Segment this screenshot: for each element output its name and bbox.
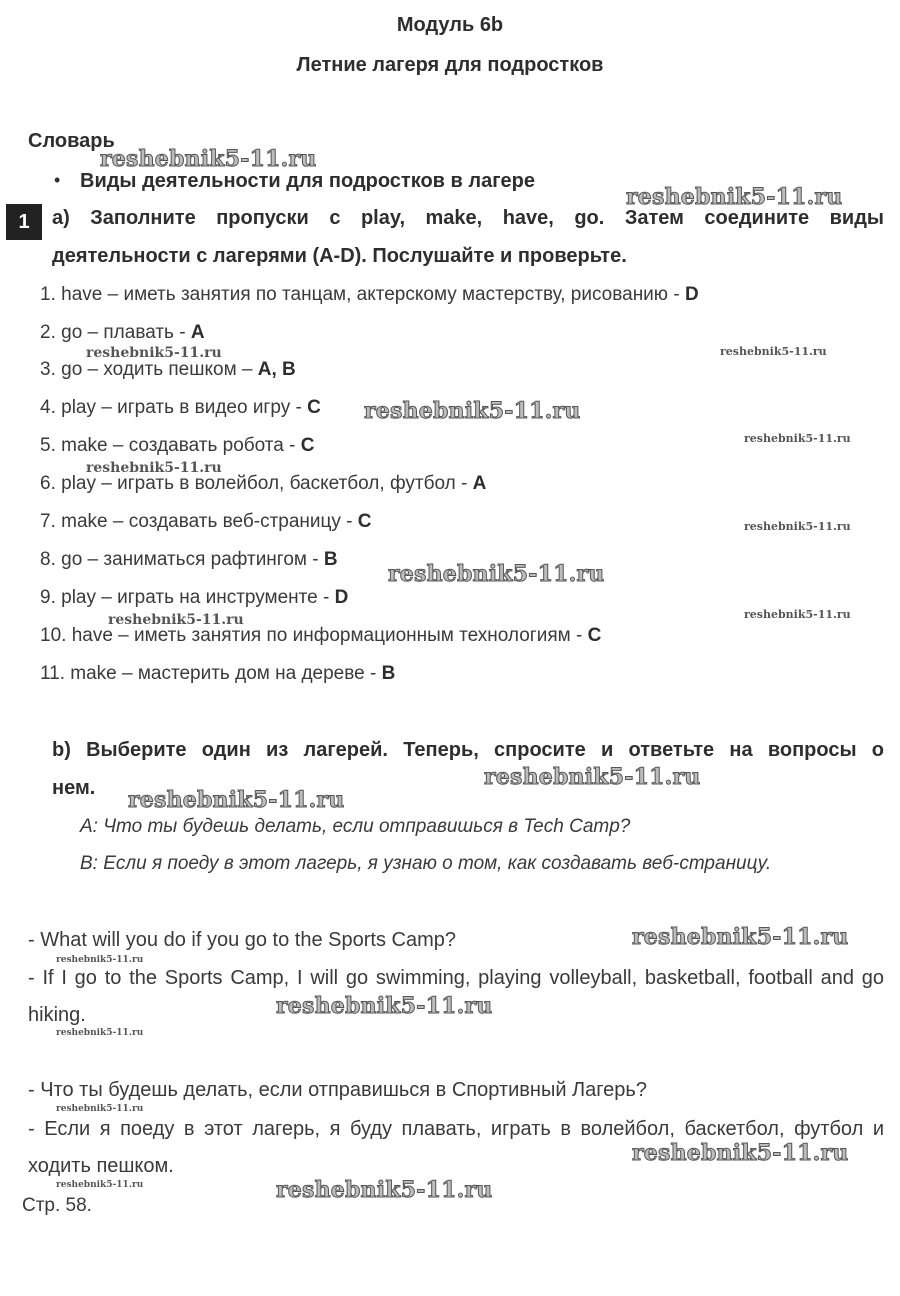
item-answer: C (357, 511, 372, 532)
item-answer: B (381, 663, 396, 684)
item-answer: B (323, 549, 338, 570)
item-answer: C (307, 397, 321, 418)
task-b-line-1: b) Выберите один из лагерей. Теперь, спросите и ответьте на вопросы о (52, 739, 884, 761)
item-text: 8. go – заниматься рафтингом - (40, 549, 324, 570)
item-answer: D (684, 284, 699, 305)
item-text: 11. make – мастерить дом на дереве - (40, 663, 382, 684)
watermark-text: reshebnik5-11.ru (100, 146, 317, 172)
list-item (40, 587, 348, 609)
item-answer: A (472, 473, 487, 494)
item-text: 4. play – играть в видео игру - (40, 397, 308, 418)
answer-ru-question: - Что ты будешь делать, если отправишься в Спортивный Лагерь? (28, 1079, 647, 1101)
watermark-text: reshebnik5-11.ru (56, 1028, 144, 1038)
answer-en-answer: - If I go to the Sports Camp, I will go swimming, playing volleyball, basketball, football and go hiking. (28, 967, 884, 1026)
item-text: 5. make – создавать робота - (40, 435, 301, 456)
list-item (40, 473, 486, 495)
item-text: 1. have – иметь занятия по танцам, актерскому мастерству, рисованию - (40, 284, 685, 305)
watermark-text: reshebnik5-11.ru (56, 1180, 144, 1190)
watermark-text: reshebnik5-11.ru (720, 345, 827, 358)
watermark-text: reshebnik5-11.ru (108, 612, 244, 628)
list-item (40, 625, 601, 647)
module-title: Модуль 6b (396, 14, 504, 36)
watermark-text: reshebnik5-11.ru (276, 993, 493, 1019)
task-a-line-2: деятельности с лагерями (A-D). Послушайте и проверьте. (52, 245, 627, 267)
watermark-text: reshebnik5-11.ru (364, 398, 581, 424)
item-text: 2. go – плавать - (40, 322, 191, 343)
answer-ru-answer: - Если я поеду в этот лагерь, я буду плавать, играть в волейбол, баскетбол, футбол и ходить пешком. (28, 1118, 884, 1177)
watermark-text: reshebnik5-11.ru (484, 764, 701, 790)
task-a-line-1: а) Заполните пропуски с play, make, have, go. Затем соедините виды (52, 207, 884, 229)
watermark-text: reshebnik5-11.ru (56, 955, 144, 965)
watermark-text: reshebnik5-11.ru (744, 520, 851, 533)
watermark-text: reshebnik5-11.ru (388, 561, 605, 587)
dialog-line-b: B: Если я поеду в этот лагерь, я узнаю о том, как создавать веб-страницу. (80, 853, 772, 874)
item-text: 3. go – ходить пешком – (40, 359, 258, 380)
list-item (40, 284, 699, 306)
watermark-text: reshebnik5-11.ru (128, 787, 345, 813)
item-answer: C (587, 625, 602, 646)
list-item (40, 549, 338, 571)
watermark-text: reshebnik5-11.ru (632, 1140, 849, 1166)
page-number: Стр. 58. (22, 1195, 92, 1216)
list-item (40, 435, 314, 457)
item-text: 9. play – играть на инструменте - (40, 587, 335, 608)
task-b-line-2: нем. (52, 777, 96, 799)
watermark-text: reshebnik5-11.ru (626, 184, 843, 210)
list-item (40, 663, 395, 685)
task-number-badge: 1 (6, 204, 42, 240)
item-answer: D (334, 587, 349, 608)
watermark-text: reshebnik5-11.ru (86, 345, 222, 361)
item-text: 6. play – играть в волейбол, баскетбол, футбол - (40, 473, 473, 494)
item-answer: C (300, 435, 315, 456)
item-answer: A (190, 322, 205, 343)
watermark-text: reshebnik5-11.ru (56, 1104, 144, 1114)
watermark-text: reshebnik5-11.ru (276, 1177, 493, 1203)
vocab-bullet-text: Виды деятельности для подростков в лагере (80, 170, 536, 192)
watermark-text: reshebnik5-11.ru (86, 460, 222, 476)
list-item (40, 511, 372, 533)
watermark-text: reshebnik5-11.ru (632, 924, 849, 950)
task-a-instruction (52, 199, 884, 275)
list-item (40, 359, 296, 381)
dialog-line-a: A: Что ты будешь делать, если отправишься в Tech Camp? (80, 816, 631, 837)
item-text: 7. make – создавать веб-страницу - (40, 511, 358, 532)
page-title: Летние лагеря для подростков (296, 54, 604, 76)
bullet-icon: • (54, 170, 61, 190)
list-item (40, 322, 205, 344)
list-item (40, 397, 321, 419)
answer-en-question: - What will you do if you go to the Sports Camp? (28, 929, 456, 951)
item-text: 10. have – иметь занятия по информационным технологиям - (40, 625, 588, 646)
vocab-heading: Словарь (28, 130, 115, 152)
watermark-text: reshebnik5-11.ru (744, 432, 851, 445)
item-answer: A, B (257, 359, 296, 380)
watermark-text: reshebnik5-11.ru (744, 608, 851, 621)
